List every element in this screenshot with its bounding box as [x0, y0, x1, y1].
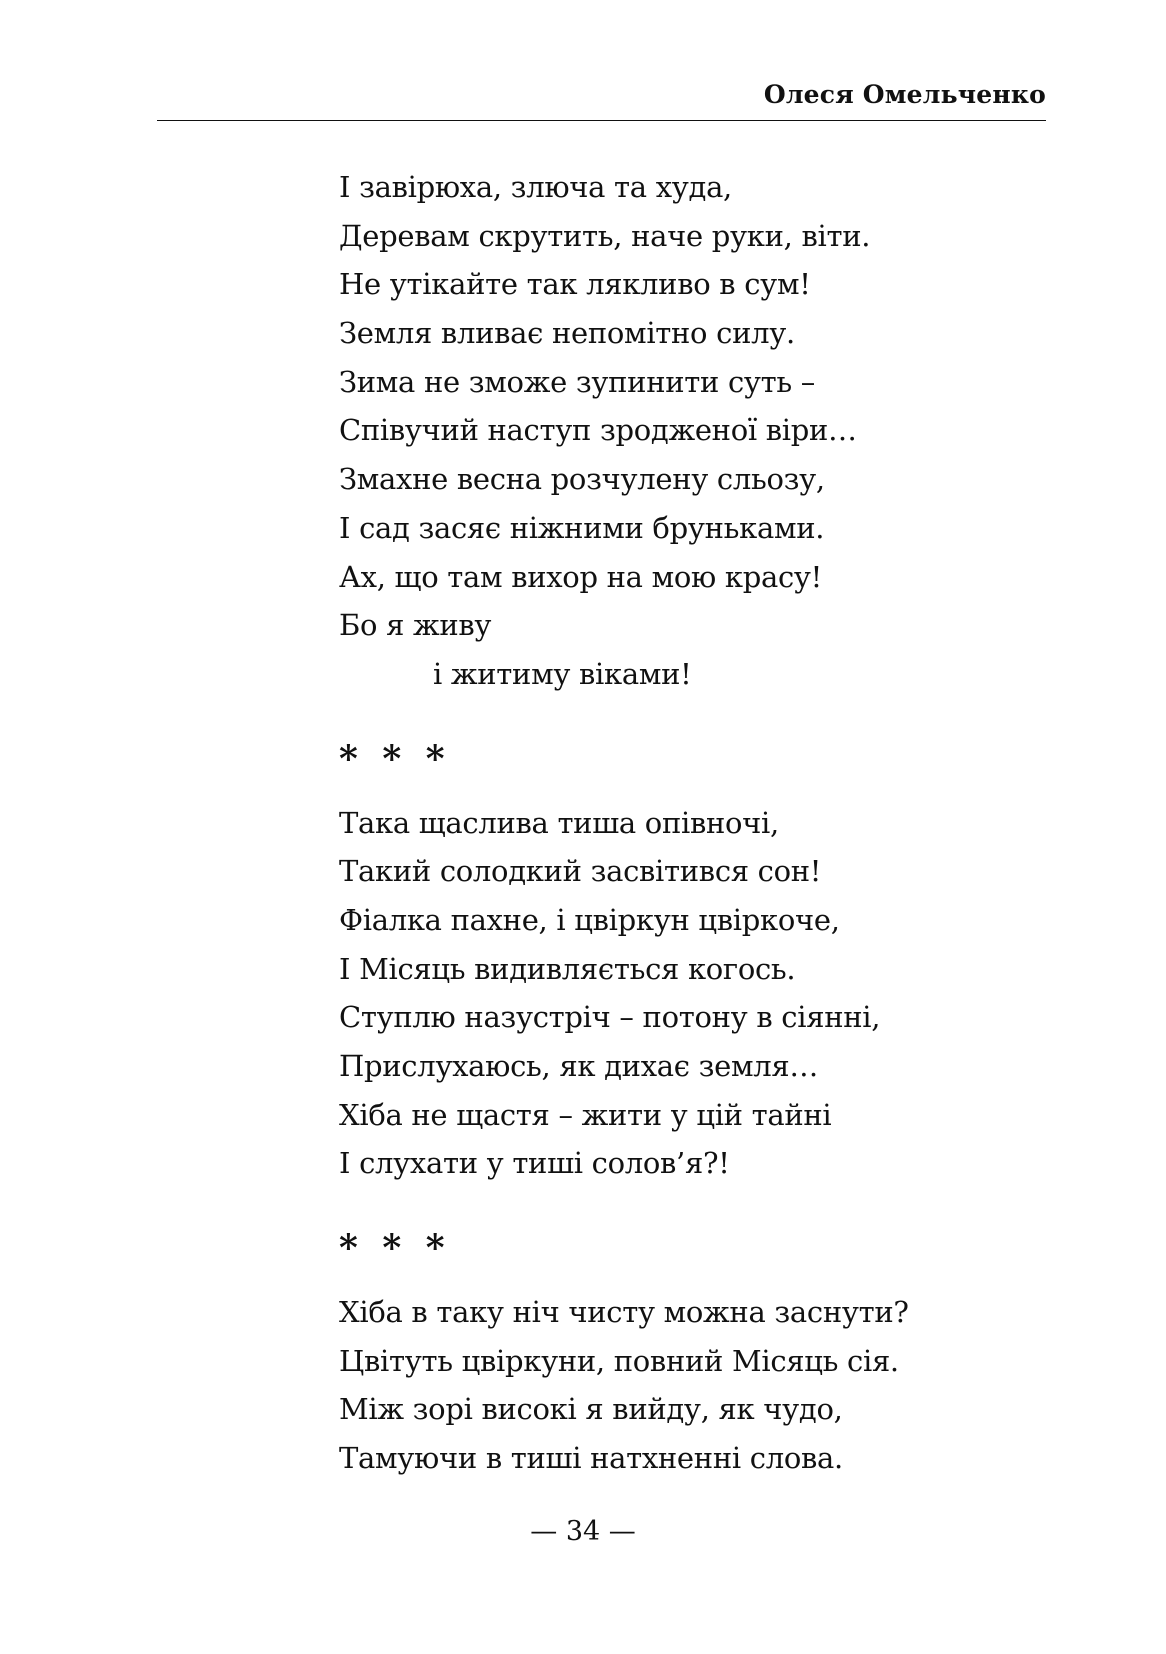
- poem-line: Цвітуть цвіркуни, повний Місяць сія.: [339, 1343, 899, 1378]
- poem-line: Зима не зможе зупинити суть –: [339, 364, 816, 399]
- poem-line: І Місяць видивляється когось.: [339, 951, 796, 986]
- poem-line: Такий солодкий засвітився сон!: [339, 854, 822, 889]
- poem-line: Ах, що там вихор на мою красу!: [339, 559, 823, 594]
- header-rule: [157, 120, 1046, 121]
- poem-stanza-2: [339, 735, 1059, 1189]
- poem-line: Хіба не щастя – жити у цій тайні: [339, 1097, 832, 1132]
- running-header-author: Олеся Омельченко: [763, 80, 1046, 109]
- poem-line: Земля вливає непомітно силу.: [339, 316, 795, 351]
- poem-line: Співучий наступ зродженої віри…: [339, 413, 857, 448]
- stanza-separator: * * *: [339, 737, 451, 780]
- poem-stanza-1: [339, 163, 1059, 699]
- poem-line: Між зорі високі я вийду, як чудо,: [339, 1392, 843, 1427]
- poem-line: Прислухаюсь, як дихає земля…: [339, 1049, 819, 1083]
- poem-line: Фіалка пахне, і цвіркун цвіркоче,: [339, 902, 840, 937]
- poem-line: І завірюха, злюча та худа,: [339, 170, 732, 204]
- poem-line: Тамуючи в тиші натхненні слова.: [339, 1441, 843, 1476]
- poem-line: Ступлю назустріч – потону в сіянні,: [339, 1000, 881, 1035]
- poem-line: Не утікайте так лякливо в сум!: [339, 267, 811, 302]
- poem-body: [339, 163, 1059, 1483]
- poem-line: Хіба в таку ніч чисту можна заснути?: [339, 1295, 909, 1330]
- poem-line: Деревам скрутить, наче руки, віти.: [339, 218, 871, 253]
- stanza-separator: * * *: [339, 1227, 451, 1270]
- poem-line: І слухати у тиші солов’я?!: [339, 1146, 730, 1181]
- poem-line: Змахне весна розчулену сльозу,: [339, 462, 825, 497]
- page-number: — 34 —: [530, 1516, 636, 1547]
- poem-line: Така щаслива тиша опівночі,: [339, 805, 779, 840]
- poem-stanza-3: [339, 1224, 1059, 1483]
- poem-line-indented: і житиму віками!: [433, 656, 692, 691]
- poem-line: І сад засяє ніжними бруньками.: [339, 510, 825, 545]
- poem-line: Бо я живу: [339, 608, 492, 643]
